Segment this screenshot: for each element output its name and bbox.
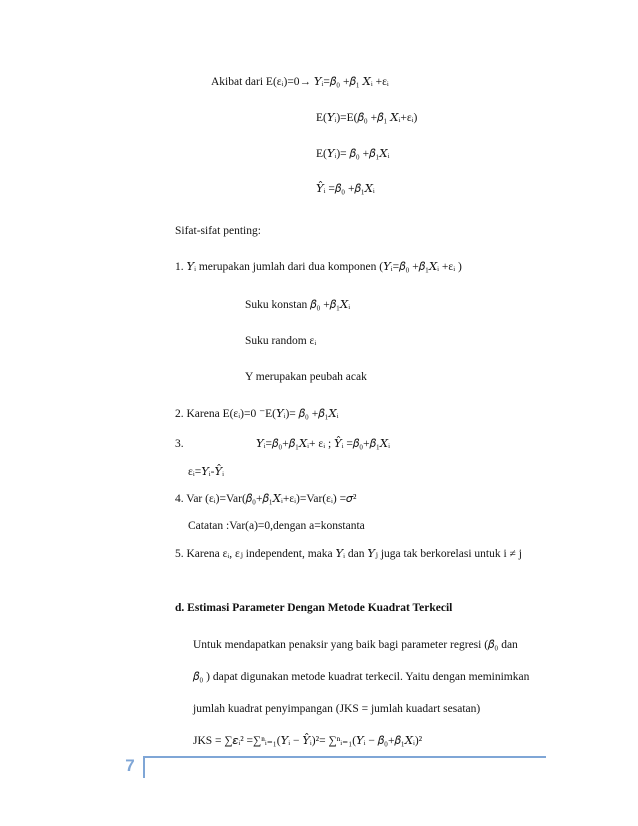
- section-heading-d: d. Estimasi Parameter Dengan Metode Kuadrat Terkecil: [175, 602, 453, 614]
- section-heading-sifat: Sifat-sifat penting:: [175, 225, 261, 237]
- eq-line-3: E(𝑌ᵢ)= 𝛽₀ +𝛽₁𝑋ᵢ: [316, 148, 390, 160]
- list-item-3-eq: 𝑌ᵢ=𝛽₀+𝛽₁𝑋ᵢ+ εᵢ ; 𝑌̂ᵢ =𝛽₀+𝛽₁𝑋ᵢ: [256, 438, 390, 450]
- footer-divider: [143, 756, 145, 778]
- paragraph-line-2: 𝛽₀ ) dapat digunakan metode kuadrat terkecil. Yaitu dengan meminimkan: [193, 671, 530, 683]
- sub-item-peubah: Y merupakan peubah acak: [245, 371, 367, 383]
- eq-line-4: 𝑌̂ᵢ =𝛽₀ +𝛽₁𝑋ᵢ: [316, 183, 375, 195]
- eq-line-2: E(𝑌ᵢ)=E(𝛽₀ +𝛽₁ 𝑋ᵢ+εᵢ): [316, 112, 418, 124]
- list-item-3-number: 3.: [175, 438, 184, 450]
- list-item-2: 2. Karena E(εᵢ)=0 ⁻E(𝑌ᵢ)= 𝛽₀ +𝛽₁𝑋ᵢ: [175, 408, 339, 420]
- list-item-4: 4. Var (εᵢ)=Var(𝛽₀+𝛽₁𝑋ᵢ+εᵢ)=Var(εᵢ) =𝜎²: [175, 493, 357, 505]
- list-item-3-residual: εᵢ=𝑌ᵢ-𝑌̂ᵢ: [188, 466, 224, 478]
- list-item-5: 5. Karena εᵢ, εⱼ independent, maka 𝑌ᵢ dan 𝑌ⱼ juga tak berkorelasi untuk i ≠ j: [175, 548, 522, 560]
- sub-item-konstan: Suku konstan 𝛽₀ +𝛽₁𝑋ᵢ: [245, 299, 351, 311]
- sub-item-random: Suku random εᵢ: [245, 335, 317, 347]
- jks-formula: JKS = ∑𝜀ᵢ² =∑ⁿᵢ₌₁(𝑌ᵢ − 𝑌̂ᵢ)²= ∑ⁿᵢ₌₁(𝑌ᵢ − 𝛽₀+𝛽₁𝑋ᵢ)²: [193, 735, 423, 747]
- paragraph-line-3: jumlah kuadrat penyimpangan (JKS = jumlah kuadart sesatan): [193, 703, 481, 715]
- list-item-1: 1. 𝑌ᵢ merupakan jumlah dari dua komponen (𝑌ᵢ=𝛽₀ +𝛽₁𝑋ᵢ +εᵢ ): [175, 261, 462, 273]
- note-catatan: Catatan :Var(a)=0,dengan a=konstanta: [188, 520, 365, 532]
- footer-rule: [144, 756, 546, 758]
- page-number: 7: [125, 756, 135, 775]
- paragraph-line-1: Untuk mendapatkan penaksir yang baik bagi parameter regresi (𝛽₀ dan: [193, 639, 518, 651]
- eq-line-1: Akibat dari E(εᵢ)=0→ 𝑌ᵢ=𝛽₀ +𝛽₁ 𝑋ᵢ +εᵢ: [211, 76, 389, 88]
